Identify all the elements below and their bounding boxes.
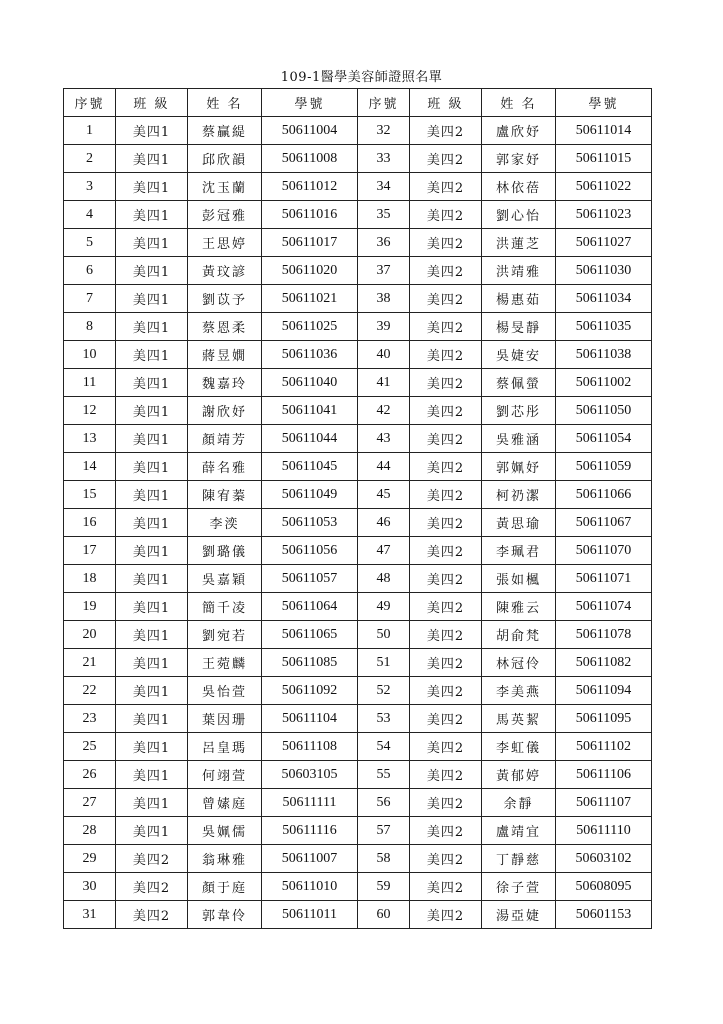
right-student-id-cell: 50603102 — [556, 845, 652, 873]
left-name-cell: 彭冠雅 — [188, 201, 262, 229]
right-class-cell: 美四2 — [410, 537, 482, 565]
left-name-cell: 劉宛若 — [188, 621, 262, 649]
right-class-cell: 美四2 — [410, 257, 482, 285]
right-class-cell: 美四2 — [410, 817, 482, 845]
right-name-cell: 柯礽潔 — [482, 481, 556, 509]
right-student-id-cell: 50611102 — [556, 733, 652, 761]
right-student-id-cell: 50611059 — [556, 453, 652, 481]
right-seq-cell: 38 — [358, 285, 410, 313]
right-name-cell: 盧靖宜 — [482, 817, 556, 845]
left-student-id-cell: 50611116 — [262, 817, 358, 845]
table-row — [64, 537, 652, 565]
left-name-cell: 曾嫊庭 — [188, 789, 262, 817]
left-class-cell: 美四2 — [116, 873, 188, 901]
left-name-cell: 謝欣妤 — [188, 397, 262, 425]
left-class-cell: 美四1 — [116, 257, 188, 285]
right-student-id-cell: 50611107 — [556, 789, 652, 817]
left-student-id-cell: 50611004 — [262, 117, 358, 145]
right-class-cell: 美四2 — [410, 453, 482, 481]
left-name-cell: 劉璐儀 — [188, 537, 262, 565]
table-header-row — [64, 89, 652, 117]
left-seq-cell: 25 — [64, 733, 116, 761]
left-seq-cell: 1 — [64, 117, 116, 145]
right-seq-cell: 48 — [358, 565, 410, 593]
left-class-cell: 美四1 — [116, 537, 188, 565]
left-student-id-cell: 50611025 — [262, 313, 358, 341]
left-name-cell: 王思婷 — [188, 229, 262, 257]
right-class-cell: 美四2 — [410, 565, 482, 593]
right-student-id-cell: 50611074 — [556, 593, 652, 621]
left-class-cell: 美四1 — [116, 453, 188, 481]
right-student-id-cell: 50611070 — [556, 537, 652, 565]
right-class-cell: 美四2 — [410, 285, 482, 313]
left-seq-cell: 8 — [64, 313, 116, 341]
left-student-id-cell: 50611041 — [262, 397, 358, 425]
right-seq-cell: 40 — [358, 341, 410, 369]
left-student-id-cell: 50611020 — [262, 257, 358, 285]
left-student-id-cell: 50611036 — [262, 341, 358, 369]
left-seq-cell: 3 — [64, 173, 116, 201]
right-name-cell: 李珮君 — [482, 537, 556, 565]
left-seq-cell: 13 — [64, 425, 116, 453]
right-seq-cell: 42 — [358, 397, 410, 425]
left-student-id-cell: 50611017 — [262, 229, 358, 257]
right-class-cell: 美四2 — [410, 425, 482, 453]
left-student-id-cell: 50611045 — [262, 453, 358, 481]
left-seq-cell: 4 — [64, 201, 116, 229]
table-row — [64, 509, 652, 537]
left-name-cell: 李湙 — [188, 509, 262, 537]
left-student-id-cell: 50611010 — [262, 873, 358, 901]
left-class-cell: 美四1 — [116, 593, 188, 621]
right-name-cell: 楊惠茹 — [482, 285, 556, 313]
left-class-cell: 美四1 — [116, 117, 188, 145]
right-name-cell: 劉芯彤 — [482, 397, 556, 425]
left-class-cell: 美四1 — [116, 565, 188, 593]
header-class-left: 班 級 — [116, 89, 188, 117]
right-student-id-cell: 50611023 — [556, 201, 652, 229]
right-seq-cell: 47 — [358, 537, 410, 565]
left-class-cell: 美四1 — [116, 789, 188, 817]
left-seq-cell: 11 — [64, 369, 116, 397]
right-name-cell: 李虹儀 — [482, 733, 556, 761]
left-class-cell: 美四1 — [116, 229, 188, 257]
right-student-id-cell: 50601153 — [556, 901, 652, 929]
right-seq-cell: 56 — [358, 789, 410, 817]
right-student-id-cell: 50611110 — [556, 817, 652, 845]
right-student-id-cell: 50611106 — [556, 761, 652, 789]
header-name-right: 姓 名 — [482, 89, 556, 117]
right-class-cell: 美四2 — [410, 761, 482, 789]
left-seq-cell: 6 — [64, 257, 116, 285]
left-student-id-cell: 50611104 — [262, 705, 358, 733]
right-seq-cell: 53 — [358, 705, 410, 733]
right-name-cell: 吳雅涵 — [482, 425, 556, 453]
left-class-cell: 美四1 — [116, 285, 188, 313]
left-class-cell: 美四1 — [116, 341, 188, 369]
certificate-roster-table — [63, 88, 652, 929]
right-name-cell: 陳雅云 — [482, 593, 556, 621]
left-class-cell: 美四1 — [116, 761, 188, 789]
left-seq-cell: 29 — [64, 845, 116, 873]
left-name-cell: 蔣昱嫺 — [188, 341, 262, 369]
right-class-cell: 美四2 — [410, 901, 482, 929]
left-seq-cell: 23 — [64, 705, 116, 733]
right-student-id-cell: 50611038 — [556, 341, 652, 369]
left-class-cell: 美四1 — [116, 201, 188, 229]
table-row — [64, 593, 652, 621]
left-class-cell: 美四1 — [116, 397, 188, 425]
table-row — [64, 901, 652, 929]
table-row — [64, 313, 652, 341]
table-row — [64, 817, 652, 845]
right-name-cell: 李美燕 — [482, 677, 556, 705]
left-name-cell: 魏嘉玲 — [188, 369, 262, 397]
right-seq-cell: 55 — [358, 761, 410, 789]
left-name-cell: 薛名雅 — [188, 453, 262, 481]
left-seq-cell: 31 — [64, 901, 116, 929]
right-seq-cell: 36 — [358, 229, 410, 257]
left-class-cell: 美四1 — [116, 677, 188, 705]
right-name-cell: 余靜 — [482, 789, 556, 817]
table-row — [64, 649, 652, 677]
left-class-cell: 美四1 — [116, 481, 188, 509]
left-name-cell: 吳怡萱 — [188, 677, 262, 705]
right-student-id-cell: 50611002 — [556, 369, 652, 397]
left-student-id-cell: 50611108 — [262, 733, 358, 761]
left-name-cell: 顏于庭 — [188, 873, 262, 901]
left-name-cell: 邱欣韻 — [188, 145, 262, 173]
right-student-id-cell: 50611082 — [556, 649, 652, 677]
table-row — [64, 229, 652, 257]
right-seq-cell: 51 — [358, 649, 410, 677]
header-seq-left: 序號 — [64, 89, 116, 117]
right-name-cell: 黃思瑜 — [482, 509, 556, 537]
right-name-cell: 洪蓮芝 — [482, 229, 556, 257]
left-name-cell: 劉苡予 — [188, 285, 262, 313]
left-student-id-cell: 50611044 — [262, 425, 358, 453]
right-student-id-cell: 50611015 — [556, 145, 652, 173]
left-class-cell: 美四1 — [116, 649, 188, 677]
left-seq-cell: 18 — [64, 565, 116, 593]
header-seq-right: 序號 — [358, 89, 410, 117]
right-name-cell: 蔡佩螢 — [482, 369, 556, 397]
left-name-cell: 何翊萱 — [188, 761, 262, 789]
left-class-cell: 美四1 — [116, 733, 188, 761]
left-class-cell: 美四2 — [116, 901, 188, 929]
right-name-cell: 盧欣妤 — [482, 117, 556, 145]
right-seq-cell: 54 — [358, 733, 410, 761]
right-name-cell: 郭家妤 — [482, 145, 556, 173]
left-student-id-cell: 50611016 — [262, 201, 358, 229]
right-seq-cell: 35 — [358, 201, 410, 229]
right-seq-cell: 33 — [358, 145, 410, 173]
left-class-cell: 美四2 — [116, 845, 188, 873]
left-name-cell: 吳姵儒 — [188, 817, 262, 845]
right-class-cell: 美四2 — [410, 789, 482, 817]
table-row — [64, 565, 652, 593]
right-name-cell: 林冠伶 — [482, 649, 556, 677]
left-seq-cell: 30 — [64, 873, 116, 901]
left-class-cell: 美四1 — [116, 173, 188, 201]
table-row — [64, 789, 652, 817]
table-row — [64, 369, 652, 397]
right-student-id-cell: 50611034 — [556, 285, 652, 313]
header-id-left: 學號 — [262, 89, 358, 117]
left-class-cell: 美四1 — [116, 425, 188, 453]
left-name-cell: 顏靖芳 — [188, 425, 262, 453]
right-student-id-cell: 50611095 — [556, 705, 652, 733]
left-name-cell: 翁琳雅 — [188, 845, 262, 873]
left-seq-cell: 5 — [64, 229, 116, 257]
right-class-cell: 美四2 — [410, 173, 482, 201]
left-student-id-cell: 50611008 — [262, 145, 358, 173]
table-row — [64, 621, 652, 649]
table-row — [64, 761, 652, 789]
right-seq-cell: 49 — [358, 593, 410, 621]
left-student-id-cell: 50611065 — [262, 621, 358, 649]
right-seq-cell: 34 — [358, 173, 410, 201]
left-seq-cell: 2 — [64, 145, 116, 173]
right-seq-cell: 52 — [358, 677, 410, 705]
right-class-cell: 美四2 — [410, 201, 482, 229]
right-student-id-cell: 50611071 — [556, 565, 652, 593]
left-name-cell: 吳嘉穎 — [188, 565, 262, 593]
left-class-cell: 美四1 — [116, 621, 188, 649]
left-name-cell: 陳宥蓁 — [188, 481, 262, 509]
right-name-cell: 吳婕安 — [482, 341, 556, 369]
right-name-cell: 胡俞梵 — [482, 621, 556, 649]
left-class-cell: 美四1 — [116, 145, 188, 173]
right-student-id-cell: 50611030 — [556, 257, 652, 285]
right-seq-cell: 37 — [358, 257, 410, 285]
right-seq-cell: 58 — [358, 845, 410, 873]
right-class-cell: 美四2 — [410, 705, 482, 733]
left-seq-cell: 22 — [64, 677, 116, 705]
right-seq-cell: 45 — [358, 481, 410, 509]
table-row — [64, 453, 652, 481]
right-seq-cell: 44 — [358, 453, 410, 481]
right-class-cell: 美四2 — [410, 677, 482, 705]
left-student-id-cell: 50611056 — [262, 537, 358, 565]
left-seq-cell: 15 — [64, 481, 116, 509]
right-name-cell: 林依蓓 — [482, 173, 556, 201]
right-seq-cell: 50 — [358, 621, 410, 649]
right-seq-cell: 59 — [358, 873, 410, 901]
left-name-cell: 沈玉蘭 — [188, 173, 262, 201]
left-seq-cell: 10 — [64, 341, 116, 369]
right-seq-cell: 60 — [358, 901, 410, 929]
left-seq-cell: 27 — [64, 789, 116, 817]
left-name-cell: 郭韋伶 — [188, 901, 262, 929]
right-name-cell: 洪靖雅 — [482, 257, 556, 285]
header-name-left: 姓 名 — [188, 89, 262, 117]
right-seq-cell: 39 — [358, 313, 410, 341]
left-student-id-cell: 50611053 — [262, 509, 358, 537]
left-class-cell: 美四1 — [116, 705, 188, 733]
left-name-cell: 簡千凌 — [188, 593, 262, 621]
left-seq-cell: 12 — [64, 397, 116, 425]
left-student-id-cell: 50611092 — [262, 677, 358, 705]
right-student-id-cell: 50611067 — [556, 509, 652, 537]
table-row — [64, 845, 652, 873]
right-student-id-cell: 50611066 — [556, 481, 652, 509]
right-name-cell: 馬英絜 — [482, 705, 556, 733]
table-row — [64, 201, 652, 229]
table-row — [64, 733, 652, 761]
right-class-cell: 美四2 — [410, 621, 482, 649]
right-name-cell: 劉心怡 — [482, 201, 556, 229]
left-student-id-cell: 50611021 — [262, 285, 358, 313]
left-seq-cell: 26 — [64, 761, 116, 789]
right-seq-cell: 32 — [358, 117, 410, 145]
left-seq-cell: 19 — [64, 593, 116, 621]
left-seq-cell: 20 — [64, 621, 116, 649]
right-class-cell: 美四2 — [410, 397, 482, 425]
right-student-id-cell: 50611050 — [556, 397, 652, 425]
table-row — [64, 677, 652, 705]
right-class-cell: 美四2 — [410, 145, 482, 173]
right-name-cell: 黃郁婷 — [482, 761, 556, 789]
right-seq-cell: 41 — [358, 369, 410, 397]
table-row — [64, 257, 652, 285]
right-class-cell: 美四2 — [410, 341, 482, 369]
table-row — [64, 173, 652, 201]
right-class-cell: 美四2 — [410, 733, 482, 761]
table-row — [64, 481, 652, 509]
right-class-cell: 美四2 — [410, 509, 482, 537]
left-seq-cell: 21 — [64, 649, 116, 677]
right-class-cell: 美四2 — [410, 873, 482, 901]
right-student-id-cell: 50608095 — [556, 873, 652, 901]
left-student-id-cell: 50611111 — [262, 789, 358, 817]
table-row — [64, 341, 652, 369]
document-title: 109-1醫學美容師證照名單 — [280, 70, 443, 85]
left-student-id-cell: 50611057 — [262, 565, 358, 593]
left-seq-cell: 7 — [64, 285, 116, 313]
left-student-id-cell: 50611007 — [262, 845, 358, 873]
right-name-cell: 張如楓 — [482, 565, 556, 593]
left-student-id-cell: 50611064 — [262, 593, 358, 621]
right-seq-cell: 57 — [358, 817, 410, 845]
right-class-cell: 美四2 — [410, 593, 482, 621]
right-student-id-cell: 50611027 — [556, 229, 652, 257]
left-class-cell: 美四1 — [116, 313, 188, 341]
left-student-id-cell: 50611085 — [262, 649, 358, 677]
left-class-cell: 美四1 — [116, 509, 188, 537]
left-student-id-cell: 50611049 — [262, 481, 358, 509]
right-student-id-cell: 50611054 — [556, 425, 652, 453]
left-name-cell: 蔡恩柔 — [188, 313, 262, 341]
table-row — [64, 285, 652, 313]
left-name-cell: 王菀麟 — [188, 649, 262, 677]
right-seq-cell: 43 — [358, 425, 410, 453]
left-student-id-cell: 50611040 — [262, 369, 358, 397]
right-class-cell: 美四2 — [410, 117, 482, 145]
left-student-id-cell: 50603105 — [262, 761, 358, 789]
table-row — [64, 397, 652, 425]
left-student-id-cell: 50611012 — [262, 173, 358, 201]
header-class-right: 班 級 — [410, 89, 482, 117]
table-body — [64, 117, 652, 929]
right-name-cell: 丁靜慈 — [482, 845, 556, 873]
right-class-cell: 美四2 — [410, 481, 482, 509]
right-class-cell: 美四2 — [410, 845, 482, 873]
left-name-cell: 蔡贏緹 — [188, 117, 262, 145]
right-class-cell: 美四2 — [410, 649, 482, 677]
right-student-id-cell: 50611022 — [556, 173, 652, 201]
right-student-id-cell: 50611078 — [556, 621, 652, 649]
left-seq-cell: 14 — [64, 453, 116, 481]
right-class-cell: 美四2 — [410, 229, 482, 257]
table-row — [64, 425, 652, 453]
table-row — [64, 873, 652, 901]
table-row — [64, 117, 652, 145]
right-name-cell: 湯亞婕 — [482, 901, 556, 929]
right-student-id-cell: 50611094 — [556, 677, 652, 705]
table-row — [64, 145, 652, 173]
left-name-cell: 黃玟諺 — [188, 257, 262, 285]
left-class-cell: 美四1 — [116, 817, 188, 845]
header-id-right: 學號 — [556, 89, 652, 117]
left-seq-cell: 28 — [64, 817, 116, 845]
left-seq-cell: 17 — [64, 537, 116, 565]
right-class-cell: 美四2 — [410, 369, 482, 397]
right-class-cell: 美四2 — [410, 313, 482, 341]
left-name-cell: 葉因珊 — [188, 705, 262, 733]
left-name-cell: 呂皇瑪 — [188, 733, 262, 761]
left-student-id-cell: 50611011 — [262, 901, 358, 929]
right-student-id-cell: 50611035 — [556, 313, 652, 341]
right-name-cell: 徐子萱 — [482, 873, 556, 901]
right-name-cell: 楊旻靜 — [482, 313, 556, 341]
left-class-cell: 美四1 — [116, 369, 188, 397]
left-seq-cell: 16 — [64, 509, 116, 537]
table-row — [64, 705, 652, 733]
right-name-cell: 郭姵妤 — [482, 453, 556, 481]
right-seq-cell: 46 — [358, 509, 410, 537]
right-student-id-cell: 50611014 — [556, 117, 652, 145]
